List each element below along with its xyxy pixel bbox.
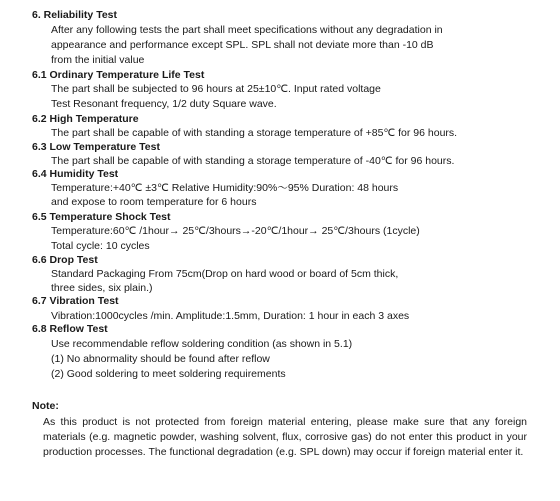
text-line: Vibration:1000cycles /min. Amplitude:1.5mm, Duration: 1 hour in each 3 axes xyxy=(51,310,410,322)
text-line: The part shall be capable of with standing a storage temperature of -40℃ for 96 hours. xyxy=(51,155,455,167)
note-line: As this product is not protected from foreign material entering, please make sure that any foreign xyxy=(43,416,527,428)
text-line: and expose to room temperature for 6 hours xyxy=(51,196,257,208)
section-heading-reliability-test: 6. Reliability Test xyxy=(32,9,117,21)
section-heading-drop-test: 6.6 Drop Test xyxy=(32,254,98,266)
text-line: Test Resonant frequency, 1/2 duty Square wave. xyxy=(51,98,277,110)
text-line: The part shall be capable of with standing a storage temperature of +85℃ for 96 hours. xyxy=(51,127,458,139)
text-line: Standard Packaging From 75cm(Drop on hard wood or board of 5cm thick, xyxy=(51,268,399,280)
text-line: Temperature:60℃ /1hour→ 25℃/3hours→-20℃/1hour→ 25℃/3hours (1cycle) xyxy=(51,225,420,237)
text-line: appearance and performance except SPL. SPL shall not deviate more than -10 dB xyxy=(51,39,434,51)
text-line: The part shall be subjected to 96 hours at 25±10℃. Input rated voltage xyxy=(51,83,381,95)
section-heading-vibration-test: 6.7 Vibration Test xyxy=(32,295,119,307)
section-heading-reflow-test: 6.8 Reflow Test xyxy=(32,323,108,335)
note-title: Note: xyxy=(32,400,59,412)
note-line: materials (e.g. magnetic powder, washing solvent, flux, corrosive gas) do not enter this product in your xyxy=(43,431,527,443)
section-heading-high-temperature: 6.2 High Temperature xyxy=(32,113,139,125)
text-line: three sides, six plain.) xyxy=(51,282,153,294)
section-heading-temperature-shock-test: 6.5 Temperature Shock Test xyxy=(32,211,171,223)
text-line: After any following tests the part shall meet specifications without any degradation in xyxy=(51,24,443,36)
text-line: Use recommendable reflow soldering condition (as shown in 5.1) xyxy=(51,338,353,350)
section-heading-ordinary-temperature-life-test: 6.1 Ordinary Temperature Life Test xyxy=(32,69,205,81)
text-line: Total cycle: 10 cycles xyxy=(51,240,150,252)
section-heading-low-temperature-test: 6.3 Low Temperature Test xyxy=(32,141,160,153)
text-line: from the initial value xyxy=(51,54,145,66)
text-line: (2) Good soldering to meet soldering requirements xyxy=(51,368,286,380)
section-heading-humidity-test: 6.4 Humidity Test xyxy=(32,168,119,180)
text-line: (1) No abnormality should be found after reflow xyxy=(51,353,270,365)
note-line: production processes. The functional degradation (e.g. SPL down) may occur if foreign material enter it. xyxy=(43,446,524,458)
text-line: Temperature:+40℃ ±3℃ Relative Humidity:90%～95% Duration: 48 hours xyxy=(51,182,399,194)
